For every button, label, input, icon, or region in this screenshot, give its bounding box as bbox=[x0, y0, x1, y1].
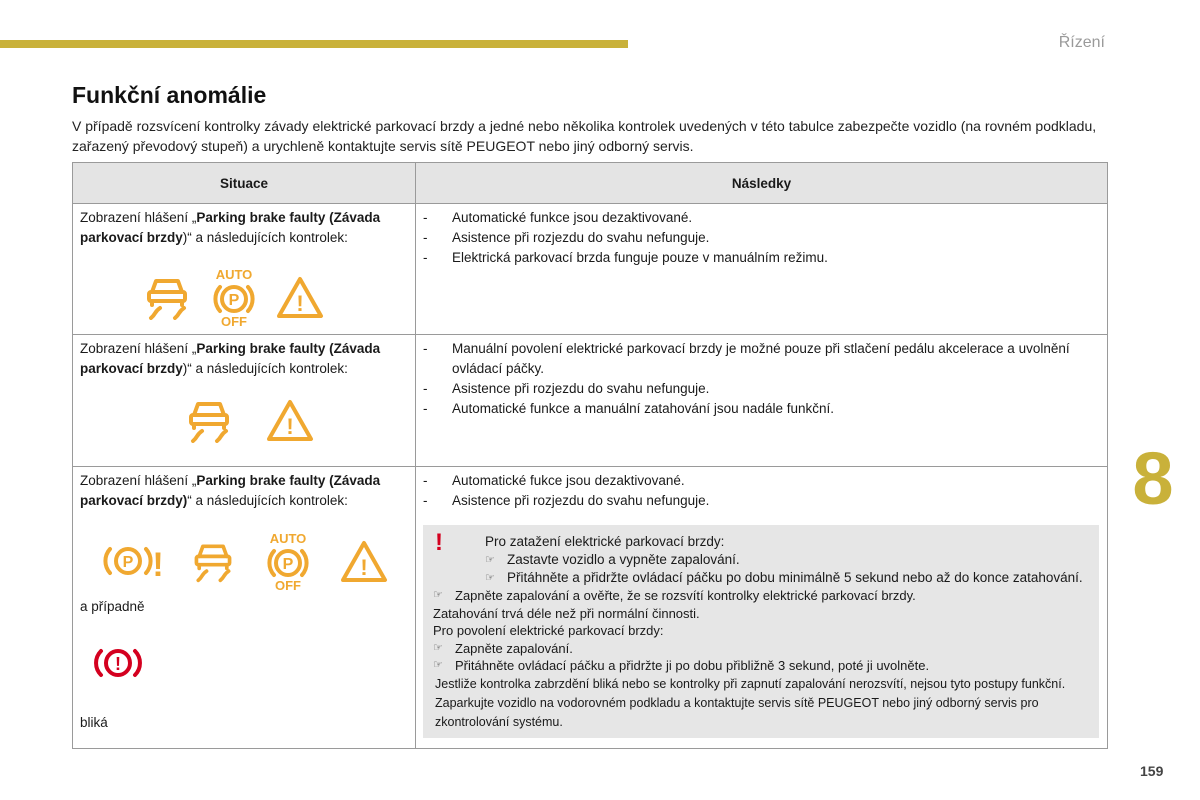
warning-triangle-icon bbox=[276, 275, 324, 319]
hand-pointer-icon: ☞ bbox=[433, 641, 443, 654]
traction-control-icon bbox=[142, 274, 192, 320]
svg-text:!: ! bbox=[115, 654, 121, 674]
brake-warning-icon bbox=[80, 643, 407, 689]
warning-note: Jestliže kontrolka zabrzdění bliká nebo se kontrolky při zapnutí zapalování nerozsvítí, nejsou tyto postupy funkční. Zaparkujte vozidlo na vodorovném podkladu a kontaktujte servis sítě PEUGEOT nebo jiný odborný servis pro zkontrolování systému. bbox=[435, 676, 1066, 729]
anomaly-table bbox=[72, 162, 1108, 749]
svg-text:P: P bbox=[282, 556, 294, 573]
svg-text:!: ! bbox=[286, 414, 294, 439]
page-number: 159 bbox=[1140, 763, 1164, 779]
situation-cell bbox=[73, 335, 416, 467]
indicator-icons bbox=[80, 267, 407, 327]
hand-pointer-icon: ☞ bbox=[433, 589, 443, 601]
situation-text: Zobrazení hlášení „Parking brake faulty (Závada parkovací brzdy)“ a následujících kontrolek: bbox=[80, 473, 381, 508]
procedure-step: ☞ Zapněte zapalování. bbox=[433, 640, 573, 656]
procedure-step: ☞ Zastavte vozidlo a vypněte zapalování. bbox=[485, 552, 740, 567]
warning-text: Pro povolení elektrické parkovací brzdy: bbox=[433, 623, 664, 638]
traction-control-icon bbox=[190, 538, 236, 584]
list-item: - Manuální povolení elektrické parkovací brzdy je možné pouze při stlačení pedálu akcelerace a uvolnění ovládací páčky. bbox=[423, 339, 1099, 379]
list-item: - Automatické fukce jsou dezaktivované. bbox=[423, 471, 1099, 491]
consequences-list bbox=[423, 208, 1099, 268]
page-title: Funkční anomálie bbox=[72, 82, 267, 108]
svg-text:!: ! bbox=[152, 546, 164, 582]
svg-text:!: ! bbox=[360, 555, 368, 580]
warning-apply-section bbox=[485, 533, 1089, 587]
list-item: - Automatické funkce jsou dezaktivované. bbox=[423, 208, 1099, 228]
consequences-cell bbox=[416, 467, 1108, 749]
chapter-number-tab bbox=[1130, 444, 1176, 514]
svg-text:!: ! bbox=[296, 291, 304, 316]
hand-pointer-icon: ☞ bbox=[433, 659, 443, 671]
parking-fault-icon bbox=[102, 540, 164, 582]
section-header: Řízení bbox=[1058, 34, 1105, 51]
table-row bbox=[73, 467, 1108, 749]
warning-triangle-icon bbox=[340, 539, 388, 583]
warning-text: Zatahování trvá déle než při normální činnosti. bbox=[433, 605, 700, 621]
svg-text:OFF: OFF bbox=[221, 314, 247, 327]
warning-triangle-icon bbox=[266, 398, 314, 442]
svg-text:P: P bbox=[122, 554, 134, 571]
traction-control-icon bbox=[184, 397, 234, 443]
table-row bbox=[73, 204, 1108, 335]
hand-pointer-icon: ☞ bbox=[485, 554, 495, 566]
consequences-cell bbox=[416, 204, 1108, 335]
situation-text: Zobrazení hlášení „Parking brake faulty (Závada parkovací brzdy)“ a následujících kontrolek: bbox=[80, 341, 381, 376]
svg-text:AUTO: AUTO bbox=[269, 531, 307, 546]
svg-text:AUTO: AUTO bbox=[215, 267, 253, 282]
auto-off-parking-icon bbox=[208, 267, 260, 327]
chapter-number: 8 bbox=[1132, 444, 1174, 514]
list-item: - Asistence při rozjezdu do svahu nefunguje. bbox=[423, 379, 1099, 399]
list-item: - Automatické funkce a manuální zatahování jsou nadále funkční. bbox=[423, 399, 1099, 419]
warning-release-section bbox=[433, 587, 1089, 732]
and-possibly-label: a případně bbox=[80, 599, 145, 614]
intro-paragraph: V případě rozsvícení kontrolky závady elektrické parkovací brzdy a jedné nebo několika kontrolek uvedených v této tabulce zabezpečte vozidlo (na rovném podkladu, zařazený převodový stupeň) a urychleně kontaktujte servis sítě PEUGEOT nebo jiný odborný servis. bbox=[72, 118, 1097, 154]
table-header-row bbox=[73, 163, 1108, 204]
blinking-label: bliká bbox=[80, 715, 108, 730]
list-item: - Asistence při rozjezdu do svahu nefunguje. bbox=[423, 228, 1099, 248]
warning-box bbox=[423, 525, 1099, 738]
warning-header bbox=[433, 529, 1089, 587]
hand-pointer-icon: ☞ bbox=[485, 572, 495, 584]
indicator-icons bbox=[80, 397, 407, 443]
auto-off-parking-icon bbox=[262, 531, 314, 591]
situation-cell bbox=[73, 204, 416, 335]
situation-text: Zobrazení hlášení „Parking brake faulty (Závada parkovací brzdy)“ a následujících kontrolek: bbox=[80, 210, 381, 245]
list-item: - Elektrická parkovací brzda funguje pouze v manuálním režimu. bbox=[423, 248, 1099, 268]
consequences-cell bbox=[416, 335, 1108, 467]
chapter-color-bar bbox=[0, 40, 628, 48]
procedure-step: ☞ Přitáhněte a přidržte ovládací páčku po dobu minimálně 5 sekund nebo až do konce zatahování. bbox=[485, 570, 1083, 585]
warning-exclamation-icon: ! bbox=[435, 529, 443, 556]
table-row bbox=[73, 335, 1108, 467]
indicator-icons bbox=[80, 531, 407, 591]
list-item: - Asistence při rozjezdu do svahu nefunguje. bbox=[423, 491, 1099, 511]
consequences-list bbox=[423, 339, 1099, 419]
svg-text:OFF: OFF bbox=[275, 578, 301, 591]
procedure-step: ☞ Zapněte zapalování a ověřte, že se rozsvítí kontrolky elektrické parkovací brzdy. bbox=[433, 588, 916, 603]
procedure-step: ☞ Přitáhněte ovládací páčku a přidržte ji po dobu přibližně 3 sekund, poté ji uvolněte. bbox=[433, 658, 930, 673]
consequences-list bbox=[423, 471, 1099, 511]
column-header-situation: Situace bbox=[73, 163, 416, 204]
column-header-consequences: Následky bbox=[416, 163, 1108, 204]
situation-cell bbox=[73, 467, 416, 749]
svg-text:P: P bbox=[228, 292, 240, 309]
warning-intro: Pro zatažení elektrické parkovací brzdy: bbox=[485, 534, 725, 549]
